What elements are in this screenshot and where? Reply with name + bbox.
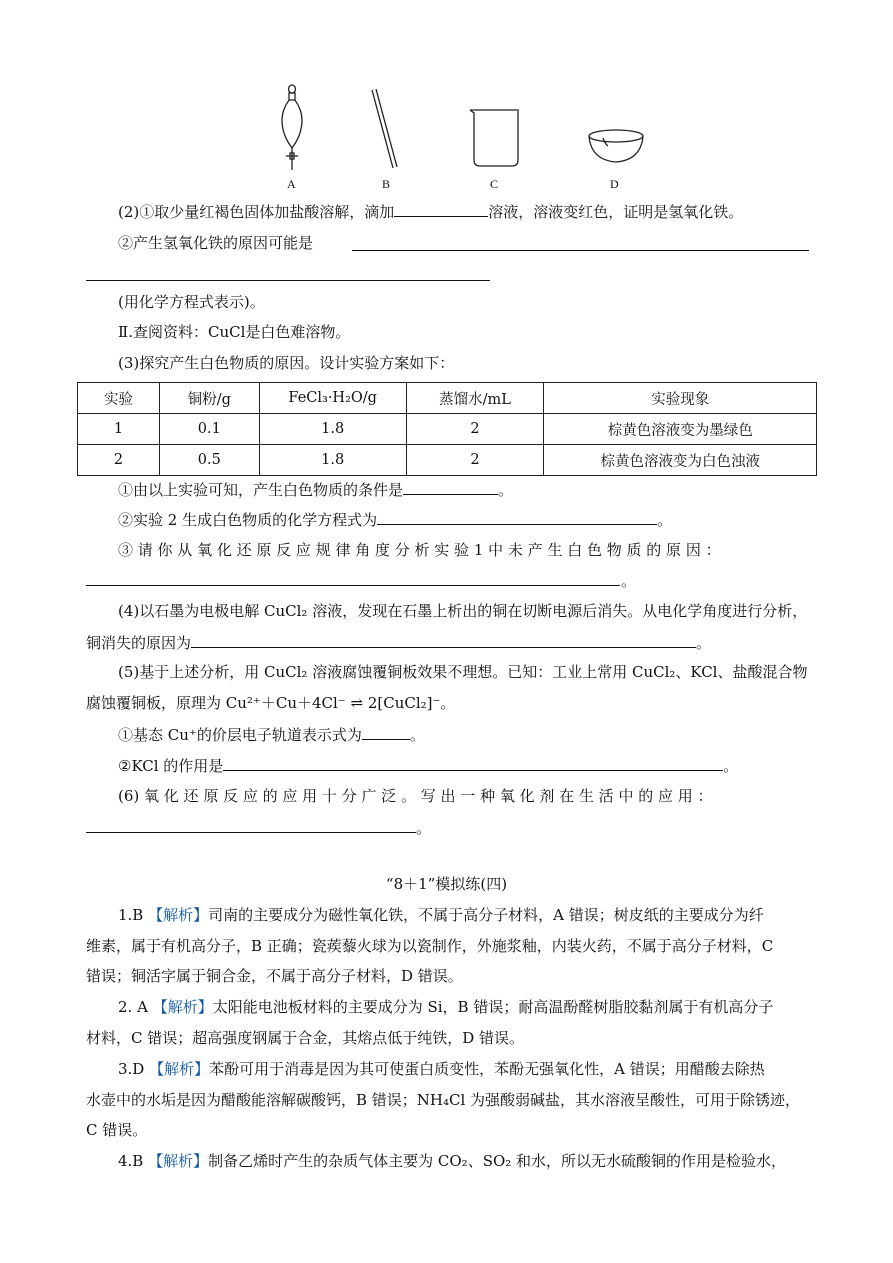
answer-4-line1 <box>118 1150 786 1172</box>
table-row <box>78 445 817 476</box>
answer-2-line1 <box>118 996 773 1018</box>
q2-blank-1[interactable] <box>394 200 488 217</box>
q3-blank-3[interactable] <box>86 585 620 586</box>
answer-number: 4.B <box>118 1152 144 1170</box>
q5-s2-end: 。 <box>723 757 739 775</box>
analysis-tag: 【解析】 <box>149 1060 210 1078</box>
q5-line2: 腐蚀覆铜板，原理为 Cu²⁺＋Cu＋4Cl⁻ ⇌ 2[CuCl₂]⁻。 <box>86 694 456 712</box>
table-header: 蒸馏水/mL <box>406 383 544 414</box>
apparatus-figure <box>260 80 660 195</box>
q2-part1-text-end: 溶液，溶液变红色，证明是氢氧化铁。 <box>488 203 744 221</box>
q3-s1-text: ①由以上实验可知，产生白色物质的条件是 <box>118 481 404 499</box>
answer-text: 制备乙烯时产生的杂质气体主要为 CO₂、SO₂ 和水，所以无水硫酸铜的作用是检验水， <box>208 1152 787 1170</box>
apparatus-label-b: B <box>382 177 391 191</box>
glass-rod-icon <box>372 89 397 168</box>
answer-text: 苯酚可用于消毒是因为其可使蛋白质变性，苯酚无强氧化性，A 错误；用醋酸去除热 <box>209 1060 765 1078</box>
q4-line2-text: 铜消失的原因为 <box>86 634 192 652</box>
q4-line2 <box>86 631 711 654</box>
table-cell: 棕黄色溶液变为白色浊液 <box>544 445 817 476</box>
answer-2-line2: 材料，C 错误；超高强度钢属于合金，其熔点低于纯铁，D 错误。 <box>86 1029 525 1047</box>
q5-s2 <box>118 754 738 777</box>
q3-s2-text: ②实验 2 生成白色物质的化学方程式为 <box>118 511 378 529</box>
analysis-tag: 【解析】 <box>148 906 209 924</box>
q5-s1 <box>118 723 425 746</box>
q5-s1-text: ①基态 Cu⁺的价层电子轨道表示式为 <box>118 726 362 744</box>
funnel-icon <box>282 85 302 170</box>
table-header: 实验 <box>78 383 160 414</box>
apparatus-label-c: C <box>490 177 499 191</box>
table-row <box>78 414 817 445</box>
q6-blank[interactable] <box>86 832 416 833</box>
beaker-icon <box>470 110 519 166</box>
analysis-tag: 【解析】 <box>148 1152 209 1170</box>
table-cell: 2 <box>406 445 544 476</box>
table-cell: 0.5 <box>159 445 259 476</box>
table-header: 实验现象 <box>544 383 817 414</box>
table-cell: 2 <box>406 414 544 445</box>
q5-blank-2[interactable] <box>223 754 723 771</box>
q3-intro: (3)探究产生白色物质的原因。设计实验方案如下： <box>118 354 455 372</box>
answer-1-line1 <box>118 904 764 926</box>
answer-3-line3: C 错误。 <box>86 1121 148 1139</box>
answer-number: 3.D <box>118 1060 145 1078</box>
apparatus-label-d: D <box>610 177 619 191</box>
q5-s1-end: 。 <box>409 726 425 744</box>
table-cell: 1 <box>78 414 160 445</box>
section-title: “8＋1”模拟练(四) <box>385 875 508 893</box>
table-header: FeCl₃·H₂O/g <box>259 383 406 414</box>
answer-text: 太阳能电池板材料的主要成分为 Si，B 错误；耐高温酚醛树脂胶黏剂属于有机高分子 <box>212 998 774 1016</box>
q2-part2-text: ②产生氢氧化铁的原因可能是 <box>118 234 314 252</box>
q3-s1-end: 。 <box>498 481 514 499</box>
info-text: Ⅱ.查阅资料：CuCl是白色难溶物。 <box>118 323 351 341</box>
table-cell: 0.1 <box>159 414 259 445</box>
q2-blank-2-cont[interactable] <box>86 280 490 281</box>
q4-line1: (4)以石墨为电极电解 CuCl₂ 溶液，发现在石墨上析出的铜在切断电源后消失。从电化学角度进行分析， <box>118 602 808 620</box>
table-cell: 2 <box>78 445 160 476</box>
answer-number: 1.B <box>118 906 144 924</box>
answer-1-line2: 维素，属于有机高分子，B 正确；瓷蒺藜火球为以瓷制作，外施浆釉，内装火药，不属于高分子材料，C <box>86 937 774 955</box>
answer-3-line2: 水壶中的水垢是因为醋酸能溶解碳酸钙，B 错误；NH₄Cl 为强酸弱碱盐，其水溶液呈酸性，可用于除锈迹， <box>86 1091 801 1109</box>
q2-note: (用化学方程式表示)。 <box>118 293 265 311</box>
answer-3-line1 <box>118 1058 765 1080</box>
table-cell: 1.8 <box>259 445 406 476</box>
q3-s2 <box>118 508 672 531</box>
q2-part1 <box>118 200 743 223</box>
q6-end: 。 <box>416 819 432 837</box>
q6-line1: (6) 氧 化 还 原 反 应 的 应 用 十 分 广 泛 。 写 出 一 种 氧 化 剂 在 生 活 中 的 应 用 ： <box>118 787 713 805</box>
q3-blank-1[interactable] <box>403 478 498 495</box>
q2-part2 <box>118 232 313 254</box>
apparatus-label-a: A <box>287 177 296 191</box>
answer-text: 司南的主要成分为磁性氧化铁，不属于高分子材料，A 错误；树皮纸的主要成分为纤 <box>208 906 764 924</box>
experiment-table <box>77 382 817 476</box>
q4-blank[interactable] <box>191 631 696 648</box>
q5-s2-text: ②KCl 的作用是 <box>118 757 224 775</box>
evaporating-dish-icon <box>589 130 643 162</box>
answer-1-line3: 错误；铜活字属于铜合金，不属于高分子材料，D 错误。 <box>86 967 463 985</box>
table-cell: 1.8 <box>259 414 406 445</box>
q3-s2-end: 。 <box>657 511 673 529</box>
answer-number: 2. A <box>118 998 148 1016</box>
analysis-tag: 【解析】 <box>152 998 213 1016</box>
q3-s3-end: 。 <box>621 572 637 590</box>
table-cell: 棕黄色溶液变为墨绿色 <box>544 414 817 445</box>
q3-s3: ③ 请 你 从 氧 化 还 原 反 应 规 律 角 度 分 析 实 验 1 中 未 产 生 白 色 物 质 的 原 因 ： <box>118 541 721 559</box>
q5-line1: (5)基于上述分析，用 CuCl₂ 溶液腐蚀覆铜板效果不理想。已知：工业上常用 CuCl₂、KCl、盐酸混合物 <box>118 663 808 681</box>
q3-s1 <box>118 478 513 501</box>
q5-blank-1[interactable] <box>362 723 410 740</box>
q2-blank-2[interactable] <box>352 250 809 251</box>
table-header-row <box>78 383 817 414</box>
q4-line2-end: 。 <box>696 634 712 652</box>
q2-part1-text: (2)①取少量红褐色固体加盐酸溶解，滴加 <box>118 203 395 221</box>
table-header: 铜粉/g <box>159 383 259 414</box>
q3-blank-2[interactable] <box>377 508 657 525</box>
